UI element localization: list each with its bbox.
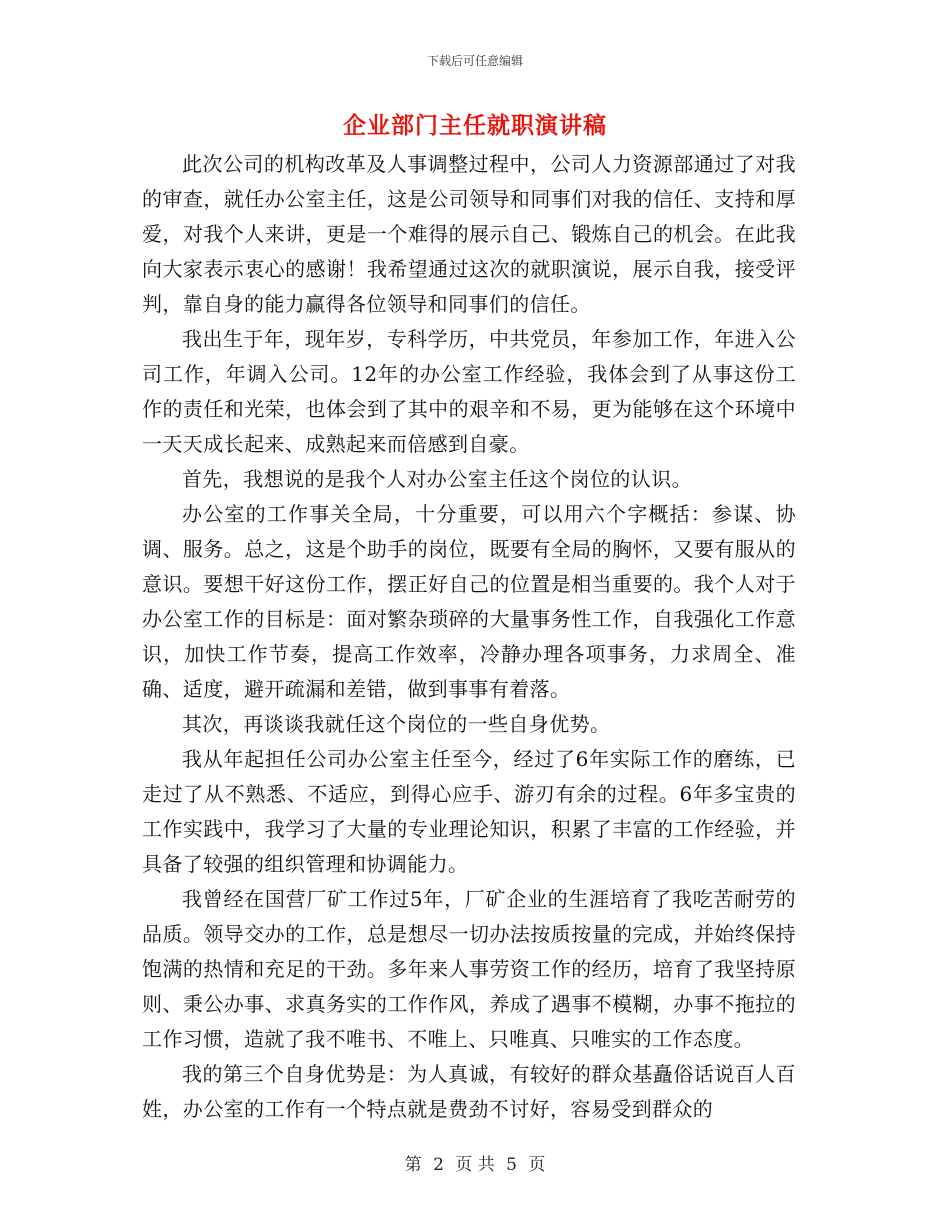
footer-page-number: 2 <box>433 1155 444 1175</box>
paragraph-5: 其次，再谈谈我就任这个岗位的一些自身优势。 <box>182 712 611 736</box>
paragraph-3: 首先，我想说的是我个人对办公室主任这个岗位的认识。 <box>182 467 692 491</box>
footer-prefix: 第 <box>404 1155 422 1175</box>
paragraph-6: 我从年起担任公司办公室主任至今，经过了6年实际工作的磨练，已走过了从不熟悉、不适应，到得心应手、游刃有余的过程。6年多宝贵的工作实践中，我学习了大量的专业理论知识，积累了丰富的工作经验，并具备了较强的组织管理和协调能力。 <box>142 747 796 876</box>
footer-suffix: 页 <box>528 1155 546 1175</box>
paragraph-2: 我出生于年，现年岁，专科学历，中共党员，年参加工作，年进入公司工作，年调入公司。12年的办公室工作经验，我体会到了从事这份工作的责任和光荣，也体会到了其中的艰辛和不易，更为能够在这个环境中一天天成长起来、成熟起来而倍感到自豪。 <box>142 327 796 456</box>
header-note: 下载后可任意编辑 <box>426 54 523 68</box>
paragraph-1: 此次公司的机构改革及人事调整过程中，公司人力资源部通过了对我的审查，就任办公室主任，这是公司领导和同事们对我的信任、支持和厚爱，对我个人来讲，更是一个难得的展示自己、锻炼自己的机会。在此我向大家表示衷心的感谢！我希望通过这次的就职演说，展示自我，接受评判，靠自身的能力赢得各位领导和同事们的信任。 <box>142 152 796 316</box>
page-footer <box>0 1154 950 1176</box>
footer-middle: 页 共 <box>455 1155 495 1175</box>
footer-total-pages: 5 <box>506 1155 517 1175</box>
document-title: 企业部门主任就职演讲稿 <box>343 112 607 139</box>
paragraph-4: 办公室的工作事关全局，十分重要，可以用六个字概括：参谋、协调、服务。总之，这是个助手的岗位，既要有全局的胸怀，又要有服从的意识。要想干好这份工作，摆正好自己的位置是相当重要的。我个人对于办公室工作的目标是：面对繁杂琐碎的大量事务性工作，自我强化工作意识，加快工作节奏，提高工作效率，冷静办理各项事务，力求周全、准确、适度，避开疏漏和差错，做到事事有着落。 <box>142 502 796 701</box>
paragraph-7: 我曾经在国营厂矿工作过5年，厂矿企业的生涯培育了我吃苦耐劳的品质。领导交办的工作，总是想尽一切办法按质按量的完成，并始终保持饱满的热情和充足的干劲。多年来人事劳资工作的经历，培育了我坚持原则、秉公办事、求真务实的工作作风，养成了遇事不模糊，办事不拖拉的工作习惯，造就了我不唯书、不唯上、只唯真、只唯实的工作态度。 <box>142 887 796 1051</box>
paragraph-8: 我的第三个自身优势是：为人真诚，有较好的群众基矗俗话说百人百姓，办公室的工作有一个特点就是费劲不讨好，容易受到群众的 <box>142 1062 796 1121</box>
document-body <box>142 147 796 1127</box>
